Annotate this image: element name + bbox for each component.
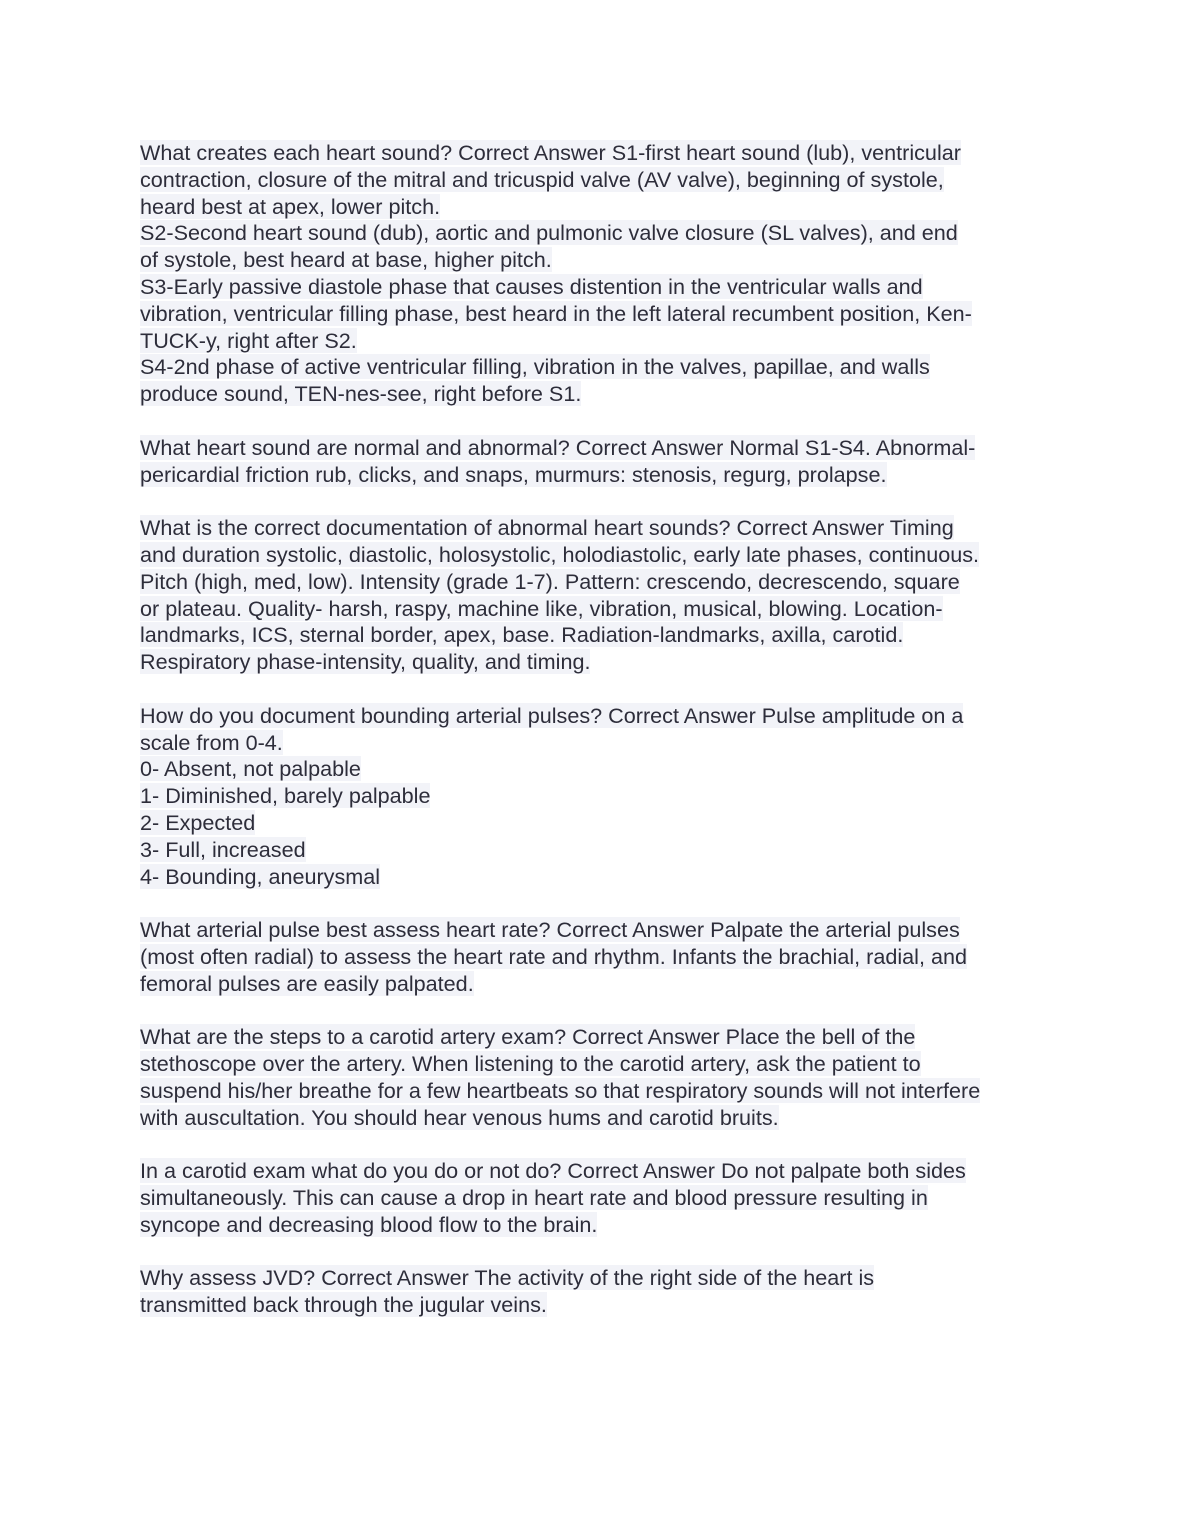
text-line: TUCK-y, right after S2.: [140, 327, 357, 353]
text-line: suspend his/her breathe for a few heartbeats so that respiratory sounds will not interfere: [140, 1077, 981, 1103]
text-line: In a carotid exam what do you do or not do? Correct Answer Do not palpate both sides: [140, 1158, 966, 1184]
text-line: syncope and decreasing blood flow to the brain.: [140, 1211, 598, 1237]
document-body: [140, 140, 1060, 1346]
text-line: with auscultation. You should hear venous hums and carotid bruits.: [140, 1104, 779, 1130]
text-line: femoral pulses are easily palpated.: [140, 970, 474, 996]
text-line: What arterial pulse best assess heart rate? Correct Answer Palpate the arterial pulses: [140, 917, 960, 943]
text-line: 1- Diminished, barely palpable: [140, 783, 431, 809]
text-line: 3- Full, increased: [140, 836, 306, 862]
text-line: S3-Early passive diastole phase that causes distention in the ventricular walls and: [140, 273, 923, 299]
text-line: or plateau. Quality- harsh, raspy, machine like, vibration, musical, blowing. Location-: [140, 595, 943, 621]
text-line: 2- Expected: [140, 809, 256, 835]
text-line: pericardial friction rub, clicks, and snaps, murmurs: stenosis, regurg, prolapse.: [140, 461, 887, 487]
qa-bounding-pulses: [140, 703, 1060, 891]
text-line: simultaneously. This can cause a drop in heart rate and blood pressure resulting in: [140, 1185, 928, 1211]
text-line: vibration, ventricular filling phase, best heard in the left lateral recumbent position, Ken-: [140, 300, 972, 326]
text-line: S2-Second heart sound (dub), aortic and pulmonic valve closure (SL valves), and end: [140, 220, 958, 246]
text-line: What are the steps to a carotid artery exam? Correct Answer Place the bell of the: [140, 1024, 916, 1050]
text-line: produce sound, TEN-nes-see, right before S1.: [140, 381, 582, 407]
qa-carotid-exam-do-not: [140, 1158, 1060, 1238]
text-line: heard best at apex, lower pitch.: [140, 193, 441, 219]
text-line: of systole, best heard at base, higher pitch.: [140, 247, 552, 273]
text-line: 4- Bounding, aneurysmal: [140, 863, 381, 889]
text-line: (most often radial) to assess the heart rate and rhythm. Infants the brachial, radial, and: [140, 943, 967, 969]
text-line: stethoscope over the artery. When listening to the carotid artery, ask the patient to: [140, 1051, 921, 1077]
qa-heart-sounds-origin: [140, 140, 1060, 408]
text-line: scale from 0-4.: [140, 729, 283, 755]
text-line: Pitch (high, med, low). Intensity (grade 1-7). Pattern: crescendo, decrescendo, square: [140, 568, 960, 594]
qa-normal-abnormal-sounds: [140, 435, 1060, 489]
qa-carotid-exam-steps: [140, 1024, 1060, 1131]
text-line: What heart sound are normal and abnormal? Correct Answer Normal S1-S4. Abnormal-: [140, 434, 976, 460]
text-line: How do you document bounding arterial pulses? Correct Answer Pulse amplitude on a: [140, 702, 964, 728]
text-line: 0- Absent, not palpable: [140, 756, 361, 782]
text-line: Why assess JVD? Correct Answer The activity of the right side of the heart is: [140, 1265, 875, 1291]
text-line: Respiratory phase-intensity, quality, and timing.: [140, 649, 591, 675]
text-line: contraction, closure of the mitral and tricuspid valve (AV valve), beginning of systole,: [140, 166, 944, 192]
text-line: What creates each heart sound? Correct Answer S1-first heart sound (lub), ventricular: [140, 140, 961, 165]
qa-assess-jvd: [140, 1265, 1060, 1319]
text-line: transmitted back through the jugular veins.: [140, 1292, 547, 1318]
text-line: S4-2nd phase of active ventricular filling, vibration in the valves, papillae, and walls: [140, 354, 930, 380]
text-line: and duration systolic, diastolic, holosystolic, holodiastolic, early late phases, continuous.: [140, 541, 980, 567]
text-line: What is the correct documentation of abnormal heart sounds? Correct Answer Timing: [140, 515, 954, 541]
qa-arterial-pulse-heart-rate: [140, 917, 1060, 997]
qa-documentation-abnormal-sounds: [140, 515, 1060, 676]
text-line: landmarks, ICS, sternal border, apex, base. Radiation-landmarks, axilla, carotid.: [140, 622, 904, 648]
